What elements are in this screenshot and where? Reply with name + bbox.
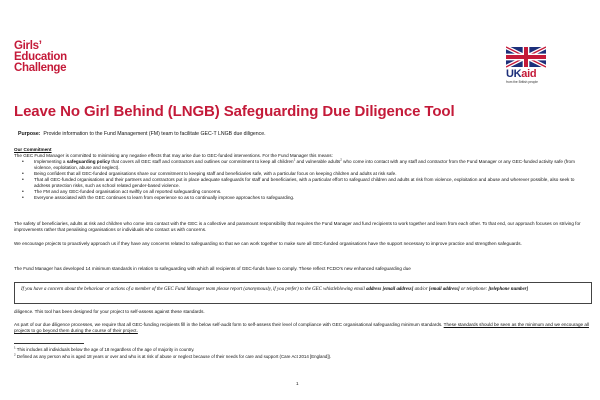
- commitment-intro: The GEC Fund Manager is committed to minimising any negative effects that may arise due to GEC-funded interventions. For the Fund Manager this means:: [14, 153, 333, 158]
- purpose-label: Purpose:: [18, 131, 41, 137]
- list-item: • The FM and any GEC-funded organisation act swiftly on all reported safeguarding concerns.: [22, 189, 590, 195]
- paragraph-encourage: We encourage projects to proactively approach us if they have any concerns related to safeguarding so that we can work together to make sure all GEC-funded organisations have the support necessary to improve practice and strengthen safeguards.: [14, 241, 522, 246]
- commitment-list: [22, 159, 590, 201]
- footnote-1-number: 1: [14, 345, 16, 350]
- footnote-ref-2: 2: [340, 157, 342, 162]
- paragraph-self-audit: [14, 322, 590, 334]
- list-item: [22, 159, 590, 171]
- footnote-divider: [14, 343, 84, 344]
- logo-line-1: Girls’: [14, 40, 42, 52]
- whistleblowing-email[interactable]: address [email address]: [366, 287, 414, 292]
- list-item: • That all GEC-funded organisations and their partners and contractors put in place adequate safeguards for staff and beneficiaries, with a particular effort to safeguard children and adults at risk from violence, exploitation and abuse and wherever possible, also seek to address protection risks, such as school related gender-based violence.: [22, 177, 590, 189]
- callout-text: If you have a concern about the behaviour or actions of a member of the GEC Fund Manager team please report (anonymously, if you prefer) to the GEC whistleblowing email: [21, 287, 367, 292]
- whistleblowing-email-2[interactable]: [email address]: [428, 287, 460, 292]
- paragraph-safety: The safety of beneficiaries, adults at risk and children who come into contact with the GEC is a collective and paramount responsibility that requires the Fund Manager and fund recipients to work together and learn from each other. To that end, our approach focuses on striving for improvements rather that penalising organisations or individuals who contact us with concerns.: [14, 221, 581, 232]
- girls-education-challenge-logo: [14, 41, 67, 74]
- footnote-2: [14, 354, 331, 359]
- list-item: • Everyone associated with the GEC continues to learn from experience so as to continually improve approaches to safeguarding.: [22, 195, 590, 201]
- callout-text: or telephone:: [459, 287, 489, 292]
- document-title: Leave No Girl Behind (LNGB) Safeguarding Due Diligence Tool: [14, 103, 455, 120]
- footnote-1: [14, 347, 194, 352]
- bullet-text: who come into contact with any staff and contractor from the Fund Manager or any GEC-funded activity safe (from violence, exploitation, abuse and neglect).: [34, 159, 575, 170]
- list-item: • Being confident that all GEC-funded organisations share our commitment to keeping staff and beneficiaries safe, with a particular focus on keeping children and adults at risk safe.: [22, 171, 590, 177]
- self-audit-text: As part of our due diligence processes, we require that all GEC-funding recipients fill in the below self-audit form to self-assess their level of compliance with GEC organisational safeguarding minimum standards.: [14, 322, 444, 327]
- self-audit-underlined: These standards should be seen as the minimum and we encourage all projects to go beyond them during the course of their project.: [14, 322, 589, 333]
- whistleblowing-phone[interactable]: [telephone number]: [488, 287, 529, 292]
- footnote-1-text: This includes all individuals below the age of 18 regardless of the age of majority in country.: [15, 347, 195, 352]
- ukaid-aid: aid: [521, 68, 537, 80]
- footnote-2-text: Defined as any person who is aged 18 years or over and who is at risk of abuse or neglect because of their needs for care and support (Care Act 2014 [England]).: [15, 354, 332, 359]
- whistleblowing-callout-box: [14, 282, 592, 304]
- union-jack-flag-icon: [506, 46, 546, 68]
- ukaid-wordmark: [506, 69, 548, 80]
- bullet-text: Implementing a: [34, 159, 67, 164]
- footnote-2-number: 2: [14, 352, 16, 357]
- footnote-ref-1: 1: [293, 157, 296, 162]
- logo-line-3: Challenge: [14, 62, 67, 74]
- ukaid-tagline: from the British people: [506, 80, 538, 84]
- paragraph-standards: The Fund Manager has developed 14 minimum standards in relation to safeguarding with which all recipients of GEC-funds have to comply. These reflect FCDO’s new enhanced safeguarding due: [14, 266, 411, 271]
- safeguarding-policy-bold: safeguarding policy: [66, 159, 111, 164]
- callout-text: and/or: [413, 287, 429, 292]
- purpose-line: [18, 131, 266, 137]
- ukaid-logo: [506, 46, 548, 84]
- purpose-text: Provide information to the Fund Management (FM) team to facilitate GEC-T LNGB due diligence.: [43, 131, 266, 137]
- paragraph-diligence: diligence. This tool has been designed for your project to self-assess against these standards.: [14, 309, 205, 314]
- page-number: 1: [296, 381, 299, 386]
- logo-line-2: Education: [14, 51, 67, 63]
- commitment-heading: Our Commitment: [14, 147, 52, 152]
- ukaid-uk: UK: [506, 68, 522, 80]
- bullet-text: that covers all GEC staff and contractors and outlines our commitment to keep all children: [110, 159, 294, 164]
- bullet-text: and vulnerable adults: [295, 159, 341, 164]
